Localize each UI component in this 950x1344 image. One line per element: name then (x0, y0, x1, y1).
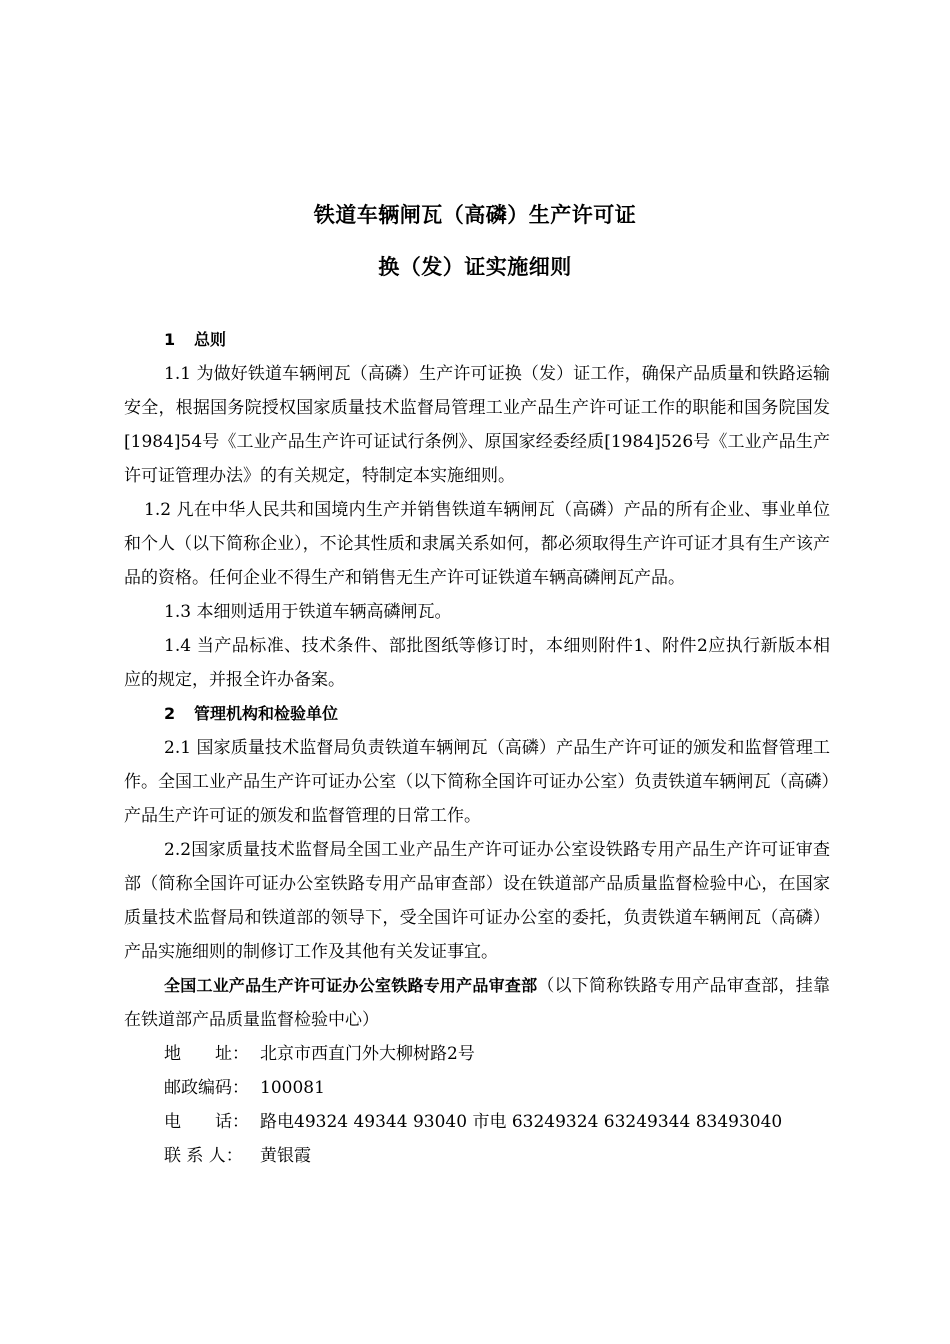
section-2-number: 2 (164, 704, 176, 723)
paragraph-1-1: 1.1 为做好铁道车辆闸瓦（高磷）生产许可证换（发）证工作，确保产品质量和铁路运输安全，根据国务院授权国家质量技术监督局管理工业产品生产许可证工作的职能和国务院国发[1984]54号《工业产品生产许可证试行条例》、原国家经委经质[1984]526号《工业产品生产许可证管理办法》的有关规定，特制定本实施细则。 (124, 364, 830, 486)
document-body (124, 323, 830, 1173)
contact-person-value: 黄银霞 (260, 1146, 311, 1166)
document-title-line-2: 换（发）证实施细则 (378, 255, 572, 279)
paragraph-2-2: 2.2国家质量技术监督局全国工业产品生产许可证办公室设铁路专用产品生产许可证审查部（简称全国许可证办公室铁路专用产品审查部）设在铁道部产品质量监督检验中心，在国家质量技术监督局和铁道部的领导下，受全国许可证办公室的委托，负责铁道车辆闸瓦（高磷）产品实施细则的制修订工作及其他有关发证事宜。 (124, 840, 830, 962)
contact-person-line (124, 1139, 830, 1173)
postcode-value: 100081 (260, 1078, 325, 1098)
phone-value: 路电49324 49344 93040 市电 63249324 63249344 83493040 (260, 1112, 783, 1132)
paragraph-2-1: 2.1 国家质量技术监督局负责铁道车辆闸瓦（高磷）产品生产许可证的颁发和监督管理工作。全国工业产品生产许可证办公室（以下简称全国许可证办公室）负责铁道车辆闸瓦（高磷）产品生产许可证的颁发和监督管理的日常工作。 (124, 738, 830, 826)
office-note: （以下简称铁路专用产品审查部，挂靠在铁道部产品质量监督检验中心） (124, 976, 830, 1030)
phone-label: 电 话： (164, 1112, 249, 1132)
paragraph-1-4: 1.4 当产品标准、技术条件、部批图纸等修订时，本细则附件1、附件2应执行新版本相应的规定，并报全许办备案。 (124, 636, 830, 690)
section-2-heading (124, 697, 830, 731)
address-value: 北京市西直门外大柳树路2号 (260, 1044, 475, 1064)
phone-line (124, 1105, 830, 1139)
section-1-title: 总则 (194, 330, 227, 349)
section-1-heading (124, 323, 830, 357)
document-title-line-1: 铁道车辆闸瓦（高磷）生产许可证 (313, 203, 637, 227)
paragraph-1-3: 1.3 本细则适用于铁道车辆高磷闸瓦。 (164, 602, 452, 622)
address-label: 地 址： (164, 1044, 249, 1064)
postcode-line (124, 1071, 830, 1105)
contact-person-label: 联 系 人： (164, 1146, 243, 1166)
address-line (124, 1037, 830, 1071)
section-1-number: 1 (164, 330, 176, 349)
postcode-label: 邮政编码： (164, 1078, 249, 1098)
office-name: 全国工业产品生产许可证办公室铁路专用产品审查部 (164, 976, 538, 995)
paragraph-1-2: 1.2 凡在中华人民共和国境内生产并销售铁道车辆闸瓦（高磷）产品的所有企业、事业单位和个人（以下简称企业），不论其性质和隶属关系如何，都必须取得生产许可证才具有生产该产品的资格。任何企业不得生产和销售无生产许可证铁道车辆高磷闸瓦产品。 (124, 500, 830, 588)
office-paragraph (124, 969, 830, 1037)
section-2-title: 管理机构和检验单位 (194, 704, 339, 723)
